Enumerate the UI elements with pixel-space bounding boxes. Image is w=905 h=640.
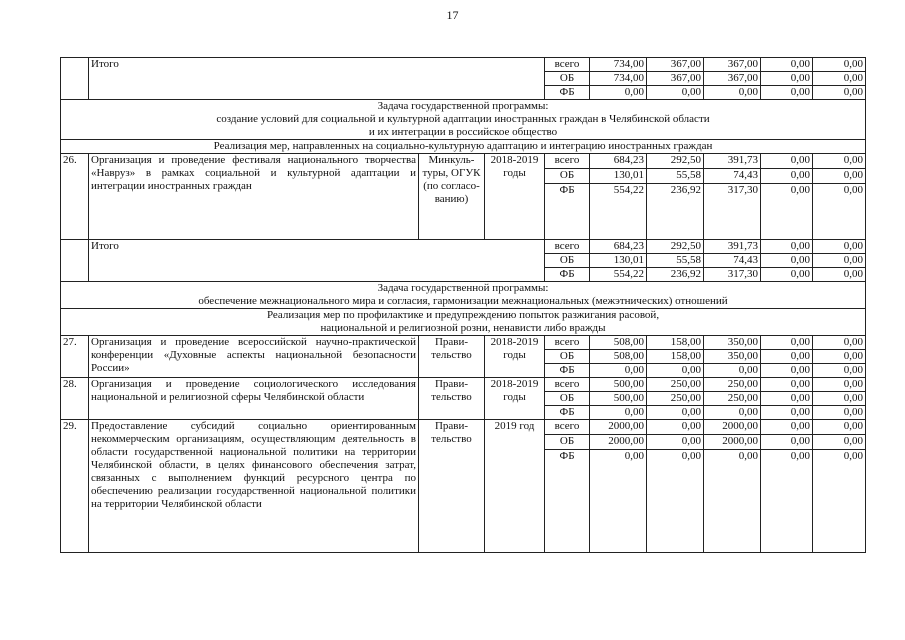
year-2020-value: 0,00: [761, 364, 813, 378]
total-value: 734,00: [590, 72, 647, 86]
year-2020-value: 0,00: [761, 240, 813, 254]
year-2018-value: 158,00: [647, 350, 704, 364]
year-2020-value: 0,00: [761, 268, 813, 282]
year-2021-value: 0,00: [813, 406, 866, 420]
row-number: [61, 58, 89, 100]
year-2018-value: 367,00: [647, 58, 704, 72]
year-2021-value: 0,00: [813, 169, 866, 184]
year-2019-value: 250,00: [704, 378, 761, 392]
total-value: 554,22: [590, 268, 647, 282]
year-2018-value: 0,00: [647, 86, 704, 100]
budget-type: ОБ: [545, 72, 590, 86]
year-2018-value: 292,50: [647, 154, 704, 169]
year-2019-value: 2000,00: [704, 420, 761, 435]
measure-description: Организация и проведение всероссийской научно-практической конференции «Духовные аспекты национальной безопасности России»: [89, 336, 419, 378]
measure-heading-row: [61, 309, 866, 336]
total-value: 500,00: [590, 378, 647, 392]
year-2020-value: 0,00: [761, 154, 813, 169]
budget-type: всего: [545, 336, 590, 350]
task-heading: [61, 100, 866, 140]
budget-type: ФБ: [545, 406, 590, 420]
year-2018-value: 250,00: [647, 378, 704, 392]
year-2021-value: 0,00: [813, 154, 866, 169]
year-2021-value: 0,00: [813, 336, 866, 350]
budget-type: всего: [545, 154, 590, 169]
budget-type: ФБ: [545, 184, 590, 240]
year-2020-value: 0,00: [761, 58, 813, 72]
program-table: [60, 57, 866, 553]
total-value: 508,00: [590, 350, 647, 364]
year-2018-value: 250,00: [647, 392, 704, 406]
row-number: 29.: [61, 420, 89, 553]
year-2020-value: 0,00: [761, 450, 813, 553]
year-2021-value: 0,00: [813, 435, 866, 450]
row-number: [61, 240, 89, 282]
year-2021-value: 0,00: [813, 350, 866, 364]
executor: Прави-тельство: [419, 336, 485, 378]
year-2021-value: 0,00: [813, 72, 866, 86]
row-number: 27.: [61, 336, 89, 378]
year-2021-value: 0,00: [813, 58, 866, 72]
heading-line: Реализация мер, направленных на социально-культурную адаптацию и интеграцию иностранных граждан: [213, 140, 713, 152]
year-2020-value: 0,00: [761, 86, 813, 100]
year-2021-value: 0,00: [813, 364, 866, 378]
budget-type: ФБ: [545, 268, 590, 282]
heading-line: обеспечение межнационального мира и согласия, гармонизации межнациональных (межэтнических) отношений: [198, 295, 728, 307]
total-value: 500,00: [590, 392, 647, 406]
row-number: 26.: [61, 154, 89, 240]
period: 2019 год: [485, 420, 545, 553]
total-value: 0,00: [590, 86, 647, 100]
year-2021-value: 0,00: [813, 378, 866, 392]
year-2020-value: 0,00: [761, 184, 813, 240]
year-2018-value: 236,92: [647, 184, 704, 240]
year-2021-value: 0,00: [813, 450, 866, 553]
row-number: 28.: [61, 378, 89, 420]
total-value: 554,22: [590, 184, 647, 240]
year-2018-value: 0,00: [647, 364, 704, 378]
item-row: [61, 336, 866, 350]
year-2019-value: 367,00: [704, 72, 761, 86]
measure-description: Предоставление субсидий социально ориентированным некоммерческим организациям, осуществляющим деятельность в области государственной национальной политики на территории Челябинской области, в целях финансового обеспечения затрат, связанных с выполнением функций ресурсного центра по обеспечению реализации государственной национальной политики на территории Челябинской области: [89, 420, 419, 553]
year-2020-value: 0,00: [761, 169, 813, 184]
task-heading-row: [61, 282, 866, 309]
budget-type: всего: [545, 420, 590, 435]
year-2020-value: 0,00: [761, 336, 813, 350]
year-2021-value: 0,00: [813, 268, 866, 282]
year-2018-value: 0,00: [647, 450, 704, 553]
period: 2018-2019 годы: [485, 154, 545, 240]
year-2019-value: 317,30: [704, 184, 761, 240]
year-2021-value: 0,00: [813, 240, 866, 254]
year-2019-value: 0,00: [704, 86, 761, 100]
total-value: 508,00: [590, 336, 647, 350]
year-2020-value: 0,00: [761, 435, 813, 450]
year-2018-value: 55,58: [647, 169, 704, 184]
budget-type: ОБ: [545, 435, 590, 450]
total-value: 684,23: [590, 240, 647, 254]
measure-heading: [61, 140, 866, 154]
total-label: Итого: [89, 240, 545, 282]
budget-type: ОБ: [545, 350, 590, 364]
year-2019-value: 250,00: [704, 392, 761, 406]
heading-line: Реализация мер по профилактике и предупреждению попыток разжигания расовой,: [266, 309, 660, 321]
year-2020-value: 0,00: [761, 392, 813, 406]
year-2019-value: 74,43: [704, 169, 761, 184]
budget-type: ОБ: [545, 254, 590, 268]
total-value: 2000,00: [590, 420, 647, 435]
year-2018-value: 0,00: [647, 420, 704, 435]
year-2021-value: 0,00: [813, 86, 866, 100]
heading-line: Задача государственной программы:: [377, 100, 549, 112]
measure-description: Организация и проведение социологического исследования национальной и религиозной сферы Челябинской области: [89, 378, 419, 420]
item-row: [61, 420, 866, 435]
total-value: 130,01: [590, 254, 647, 268]
year-2019-value: 317,30: [704, 268, 761, 282]
task-heading-row: [61, 100, 866, 140]
year-2019-value: 350,00: [704, 336, 761, 350]
total-row: [61, 58, 866, 72]
total-label: Итого: [89, 58, 545, 100]
budget-type: ФБ: [545, 364, 590, 378]
heading-line: создание условий для социальной и культурной адаптации иностранных граждан в Челябинской области: [216, 113, 710, 125]
year-2018-value: 236,92: [647, 268, 704, 282]
budget-type: ОБ: [545, 392, 590, 406]
year-2020-value: 0,00: [761, 350, 813, 364]
year-2019-value: 0,00: [704, 406, 761, 420]
total-value: 684,23: [590, 154, 647, 169]
measure-description: Организация и проведение фестиваля национального творчества «Навруз» в рамках социальной и культурной адаптации и интеграции иностранных граждан: [89, 154, 419, 240]
year-2018-value: 55,58: [647, 254, 704, 268]
year-2020-value: 0,00: [761, 406, 813, 420]
task-heading: [61, 282, 866, 309]
executor: Прави-тельство: [419, 420, 485, 553]
year-2020-value: 0,00: [761, 420, 813, 435]
year-2020-value: 0,00: [761, 378, 813, 392]
year-2018-value: 292,50: [647, 240, 704, 254]
year-2018-value: 0,00: [647, 435, 704, 450]
period: 2018-2019 годы: [485, 378, 545, 420]
total-row: [61, 240, 866, 254]
year-2019-value: 0,00: [704, 364, 761, 378]
executor: Минкуль-туры, ОГУК (по согласо-ванию): [419, 154, 485, 240]
budget-type: всего: [545, 58, 590, 72]
year-2021-value: 0,00: [813, 392, 866, 406]
item-row: [61, 154, 866, 169]
page-number: 17: [446, 8, 459, 22]
year-2019-value: 74,43: [704, 254, 761, 268]
budget-type: ФБ: [545, 86, 590, 100]
heading-line: и их интеграции в российское общество: [368, 126, 558, 138]
measure-heading-row: [61, 140, 866, 154]
heading-line: Задача государственной программы:: [377, 282, 549, 294]
total-value: 130,01: [590, 169, 647, 184]
year-2019-value: 391,73: [704, 240, 761, 254]
budget-type: ОБ: [545, 169, 590, 184]
year-2018-value: 0,00: [647, 406, 704, 420]
budget-type: всего: [545, 240, 590, 254]
year-2021-value: 0,00: [813, 420, 866, 435]
total-value: 0,00: [590, 406, 647, 420]
budget-type: всего: [545, 378, 590, 392]
year-2019-value: 367,00: [704, 58, 761, 72]
year-2020-value: 0,00: [761, 72, 813, 86]
item-row: [61, 378, 866, 392]
total-value: 734,00: [590, 58, 647, 72]
year-2021-value: 0,00: [813, 184, 866, 240]
budget-type: ФБ: [545, 450, 590, 553]
year-2019-value: 350,00: [704, 350, 761, 364]
executor: Прави-тельство: [419, 378, 485, 420]
year-2018-value: 158,00: [647, 336, 704, 350]
heading-line: национальной и религиозной розни, ненависти либо вражды: [320, 322, 606, 334]
year-2019-value: 0,00: [704, 450, 761, 553]
year-2018-value: 367,00: [647, 72, 704, 86]
total-value: 0,00: [590, 450, 647, 553]
period: 2018-2019 годы: [485, 336, 545, 378]
year-2021-value: 0,00: [813, 254, 866, 268]
year-2019-value: 2000,00: [704, 435, 761, 450]
measure-heading: [61, 309, 866, 336]
year-2019-value: 391,73: [704, 154, 761, 169]
total-value: 2000,00: [590, 435, 647, 450]
total-value: 0,00: [590, 364, 647, 378]
year-2020-value: 0,00: [761, 254, 813, 268]
